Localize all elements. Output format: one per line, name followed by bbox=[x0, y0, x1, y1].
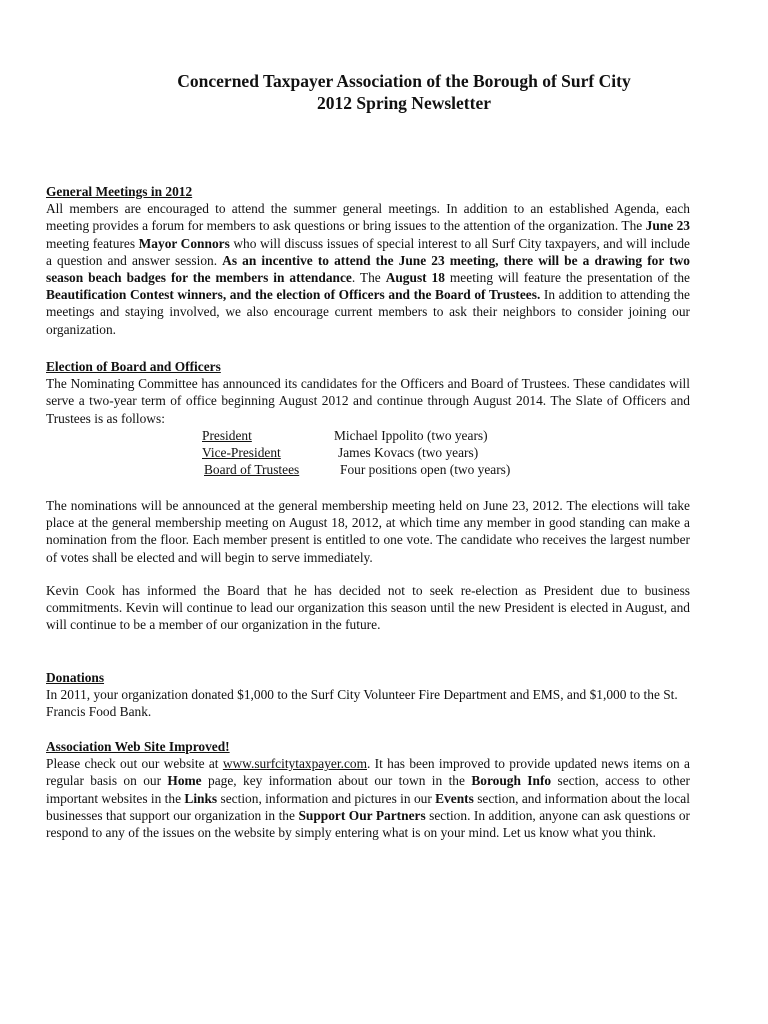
text-run: In addition to attending the meetings and staying involved, we also encourage current members to ask their neighbors to consider joining our organization. bbox=[46, 287, 690, 337]
text-run: section, and information about the local businesses that support our organization in the bbox=[46, 790, 690, 823]
bold-home: Home bbox=[167, 773, 202, 789]
donations-paragraph: In 2011, your organization donated $1,000 to the Surf City Volunteer Fire Department and EMS, and $1,000 to the St. Francis Food Bank. bbox=[46, 687, 678, 720]
text-run: meeting features bbox=[46, 235, 139, 251]
text-run: . It has been improved to provide updated news items on a regular basis on our bbox=[46, 756, 690, 789]
bold-events: Events bbox=[435, 790, 474, 806]
nominations-paragraph: The nominations will be announced at the general membership meeting held on June 23, 2012. The elections will take place at the general membership meeting on August 18, 2012, at which time any member in good standing can make a nomination from the floor. Each member present is entitled to one vote. The candidate who receives the largest number of votes shall be elected and will begin to serve immediately. bbox=[46, 498, 690, 565]
slate-of-officers bbox=[46, 427, 690, 479]
bold-borough-info: Borough Info bbox=[471, 773, 552, 789]
bold-support-our-partners: Support Our Partners bbox=[298, 807, 426, 823]
kevin-cook-paragraph: Kevin Cook has informed the Board that he has decided not to seek re-election as President due to business commitments. Kevin will continue to lead our organization this season until the new President is elected in August, and will continue to be a member of our organization in the future. bbox=[46, 583, 690, 633]
bold-date-august-18: August 18 bbox=[385, 270, 445, 286]
election-heading: Election of Board and Officers bbox=[46, 359, 221, 374]
slate-row bbox=[46, 427, 690, 444]
slate-office: President bbox=[202, 428, 252, 443]
slate-office: Vice-President bbox=[202, 445, 281, 461]
text-run: who will discuss issues of special interest to all Surf City taxpayers, and will include a question and answer session. bbox=[46, 235, 690, 268]
website-paragraph bbox=[46, 755, 690, 841]
slate-candidate: James Kovacs (two years) bbox=[338, 445, 479, 461]
website-link[interactable]: www.surfcitytaxpayer.com bbox=[222, 756, 367, 772]
slate-office: Board of Trustees bbox=[204, 462, 300, 478]
slate-candidate: Four positions open (two years) bbox=[340, 462, 511, 478]
website-section bbox=[46, 738, 690, 841]
kevin-cook-section bbox=[46, 582, 690, 634]
text-run: All members are encouraged to attend the summer general meetings. In addition to an established Agenda, each meeting provides a forum for members to ask questions or bring issues to the attention of the organization. The bbox=[46, 201, 690, 234]
general-meetings-heading: General Meetings in 2012 bbox=[46, 184, 193, 199]
text-run: . The bbox=[351, 270, 386, 286]
text-run: section. In addition, anyone can ask questions or respond to any of the issues on the website by simply entering what is on your mind. Let us know what you think. bbox=[46, 807, 690, 841]
bold-date-june-23: June 23 bbox=[645, 218, 690, 234]
text-run: section, access to other important websites in the bbox=[46, 773, 690, 806]
election-section bbox=[46, 358, 690, 427]
newsletter-header bbox=[0, 70, 768, 114]
slate-row bbox=[46, 461, 690, 478]
text-run: page, key information about our town in the bbox=[201, 773, 472, 789]
bold-contest-election: Beautification Contest winners, and the election of Officers and the Board of Trustees. bbox=[46, 287, 541, 303]
bold-mayor-connors: Mayor Connors bbox=[138, 235, 230, 251]
general-meetings-paragraph bbox=[46, 200, 690, 338]
donations-section bbox=[46, 669, 690, 721]
bold-links: Links bbox=[184, 790, 218, 806]
election-intro: The Nominating Committee has announced its candidates for the Officers and Board of Trustees. These candidates will serve a two-year term of office beginning August 2012 and continue through August 2014. The Slate of Officers and Trustees is as follows: bbox=[46, 376, 690, 426]
newsletter-title: Concerned Taxpayer Association of the Borough of Surf City bbox=[177, 71, 631, 91]
bold-incentive-notice: As an incentive to attend the June 23 meeting, there will be a drawing for two season beach badges for the members in attendance bbox=[46, 252, 690, 286]
slate-row bbox=[46, 444, 690, 461]
text-run: Please check out our website at bbox=[46, 756, 223, 772]
general-meetings-section bbox=[46, 183, 690, 338]
newsletter-subtitle: 2012 Spring Newsletter bbox=[316, 93, 491, 113]
text-run: section, information and pictures in our bbox=[217, 790, 436, 806]
website-heading: Association Web Site Improved! bbox=[46, 739, 230, 754]
text-run: meeting will feature the presentation of the bbox=[444, 270, 690, 286]
slate-candidate: Michael Ippolito (two years) bbox=[334, 428, 488, 443]
donations-heading: Donations bbox=[46, 670, 105, 685]
nominations-section bbox=[46, 497, 690, 566]
